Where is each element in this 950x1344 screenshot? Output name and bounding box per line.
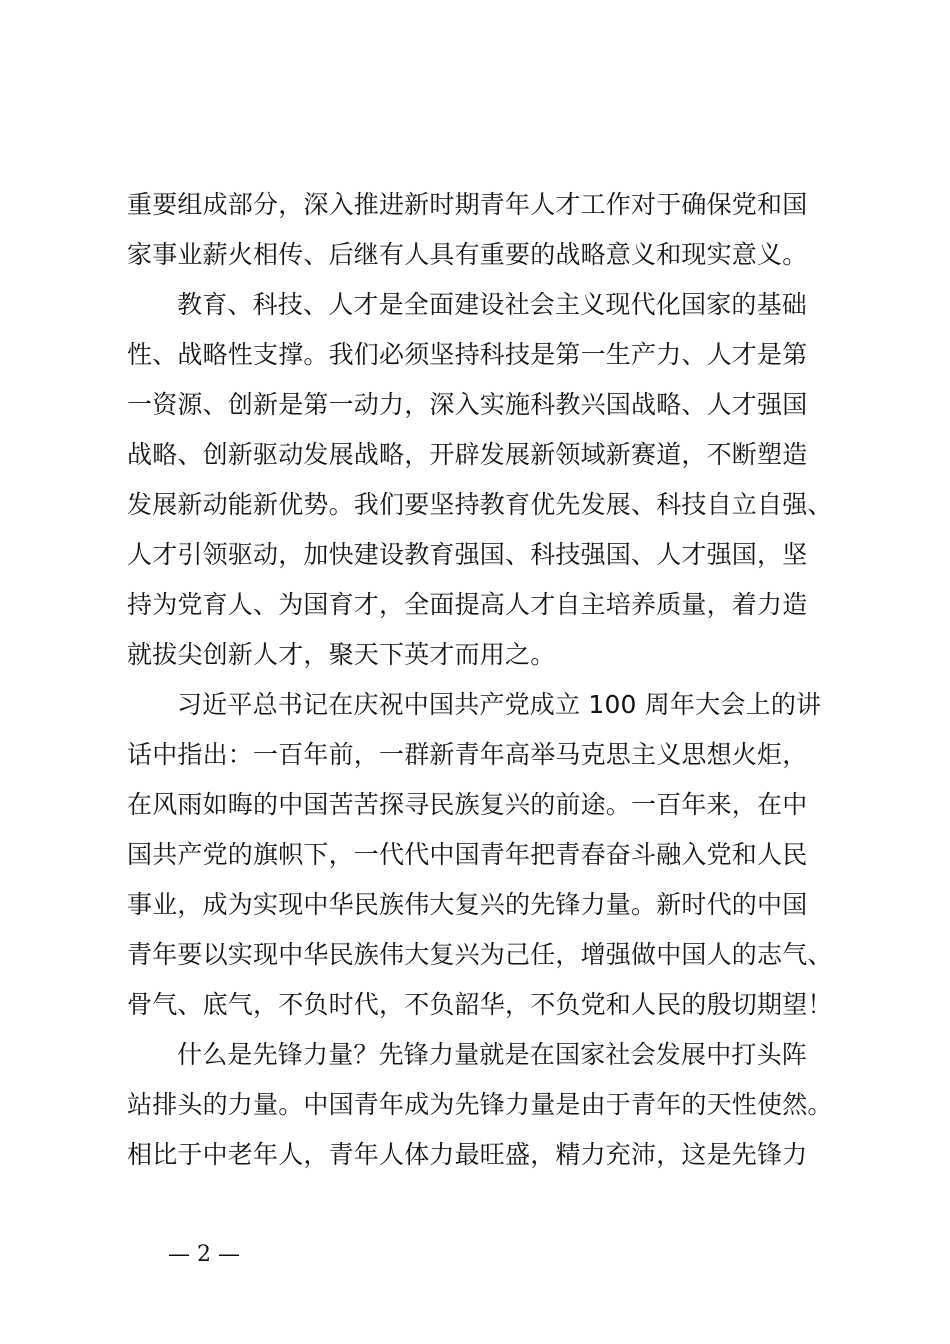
- paragraph-start-line: 习近平总书记在庆祝中国共产党成立 100 周年大会上的讲: [177, 690, 822, 719]
- text-line: 骨气、底气，不负时代，不负韶华，不负党和人民的殷切期望！: [127, 990, 833, 1019]
- text-line: 持为党育人、为国育才，全面提高人才自主培养质量，着力造: [127, 590, 808, 619]
- text-line: 一资源、创新是第一动力，深入实施科教兴国战略、人才强国: [127, 390, 808, 419]
- text-line: 家事业薪火相传、后继有人具有重要的战略意义和现实意义。: [127, 240, 808, 269]
- text-line: 就拔尖创新人才，聚天下英才而用之。: [127, 640, 556, 669]
- paragraph-start-line: 教育、科技、人才是全面建设社会主义现代化国家的基础: [177, 290, 808, 319]
- text-line: 站排头的力量。中国青年成为先锋力量是由于青年的天性使然。: [127, 1090, 833, 1119]
- text-line: 人才引领驱动，加快建设教育强国、科技强国、人才强国，坚: [127, 540, 808, 569]
- text-line: 话中指出：一百年前，一群新青年高举马克思主义思想火炬，: [127, 740, 808, 769]
- text-line: 发展新动能新优势。我们要坚持教育优先发展、科技自立自强、: [127, 490, 833, 519]
- body-text: [127, 180, 847, 1180]
- text-line: 青年要以实现中华民族伟大复兴为己任，增强做中国人的志气、: [127, 940, 833, 969]
- text-line: 重要组成部分，深入推进新时期青年人才工作对于确保党和国: [127, 190, 808, 219]
- page-number: — 2 —: [168, 1242, 240, 1267]
- text-line: 战略、创新驱动发展战略，开辟发展新领域新赛道，不断塑造: [127, 440, 808, 469]
- text-line: 性、战略性支撑。我们必须坚持科技是第一生产力、人才是第: [127, 340, 808, 369]
- text-line: 国共产党的旗帜下，一代代中国青年把青春奋斗融入党和人民: [127, 840, 808, 869]
- text-line: 相比于中老年人，青年人体力最旺盛，精力充沛，这是先锋力: [127, 1140, 808, 1169]
- text-line: 事业，成为实现中华民族伟大复兴的先锋力量。新时代的中国: [127, 890, 808, 919]
- text-line: 在风雨如晦的中国苦苦探寻民族复兴的前途。一百年来，在中: [127, 790, 808, 819]
- paragraph-start-line: 什么是先锋力量？先锋力量就是在国家社会发展中打头阵: [177, 1040, 808, 1069]
